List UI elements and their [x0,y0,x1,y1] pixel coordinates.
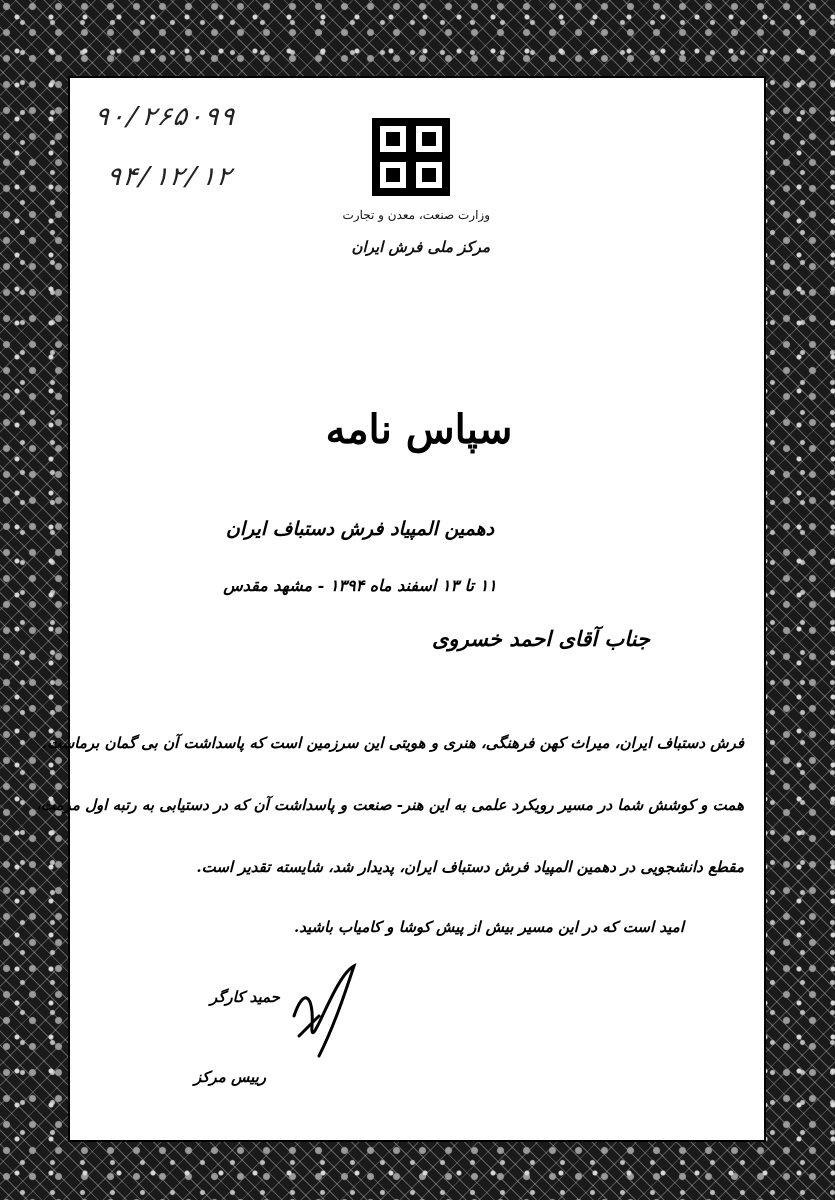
event-dates: ۱۱ تا ۱۳ اسفند ماه ۱۳۹۴ - مشهد مقدس [223,576,497,595]
recipient-name: جناب آقای احمد خسروی [432,626,650,651]
center-name: مرکز ملی فرش ایران [351,238,490,256]
body-line: همت و کوشش شما در مسیر رویکرد علمی به این هنر- صنعت و پاسداشت آن که در دستیابی به رتبه اول مرمت، [35,796,744,814]
body-line: مقطع دانشجویی در دهمین المپیاد فرش دستباف ایران، پدیدار شد، شایسته تقدیر است. [196,858,744,876]
body-line: امید است که در این مسیر بیش از پیش کوشا و کامیاب باشید. [293,918,684,936]
iran-carpet-center-logo [370,116,452,198]
certificate-body [35,76,766,1142]
handwritten-signature [274,956,374,1076]
signatory-title: رییس مرکز [194,1068,267,1086]
event-name: دهمین المپیاد فرش دستباف ایران [225,518,495,540]
ministry-name: وزارت صنعت، معدن و تجارت [342,208,490,222]
handwritten-date: ۹۴/۱۲/۱۲ [103,162,234,192]
body-line: فرش دستباف ایران، میراث کهن فرهنگی، هنری و هویتی این سرزمین است که پاسداشت آن بی گمان برماست. [41,734,744,752]
signatory-name: حمید کارگر [210,988,280,1006]
handwritten-number: ۹۰/۲۶۵۰۹۹ [91,102,237,132]
certificate-title: سپاس نامه [325,406,513,453]
